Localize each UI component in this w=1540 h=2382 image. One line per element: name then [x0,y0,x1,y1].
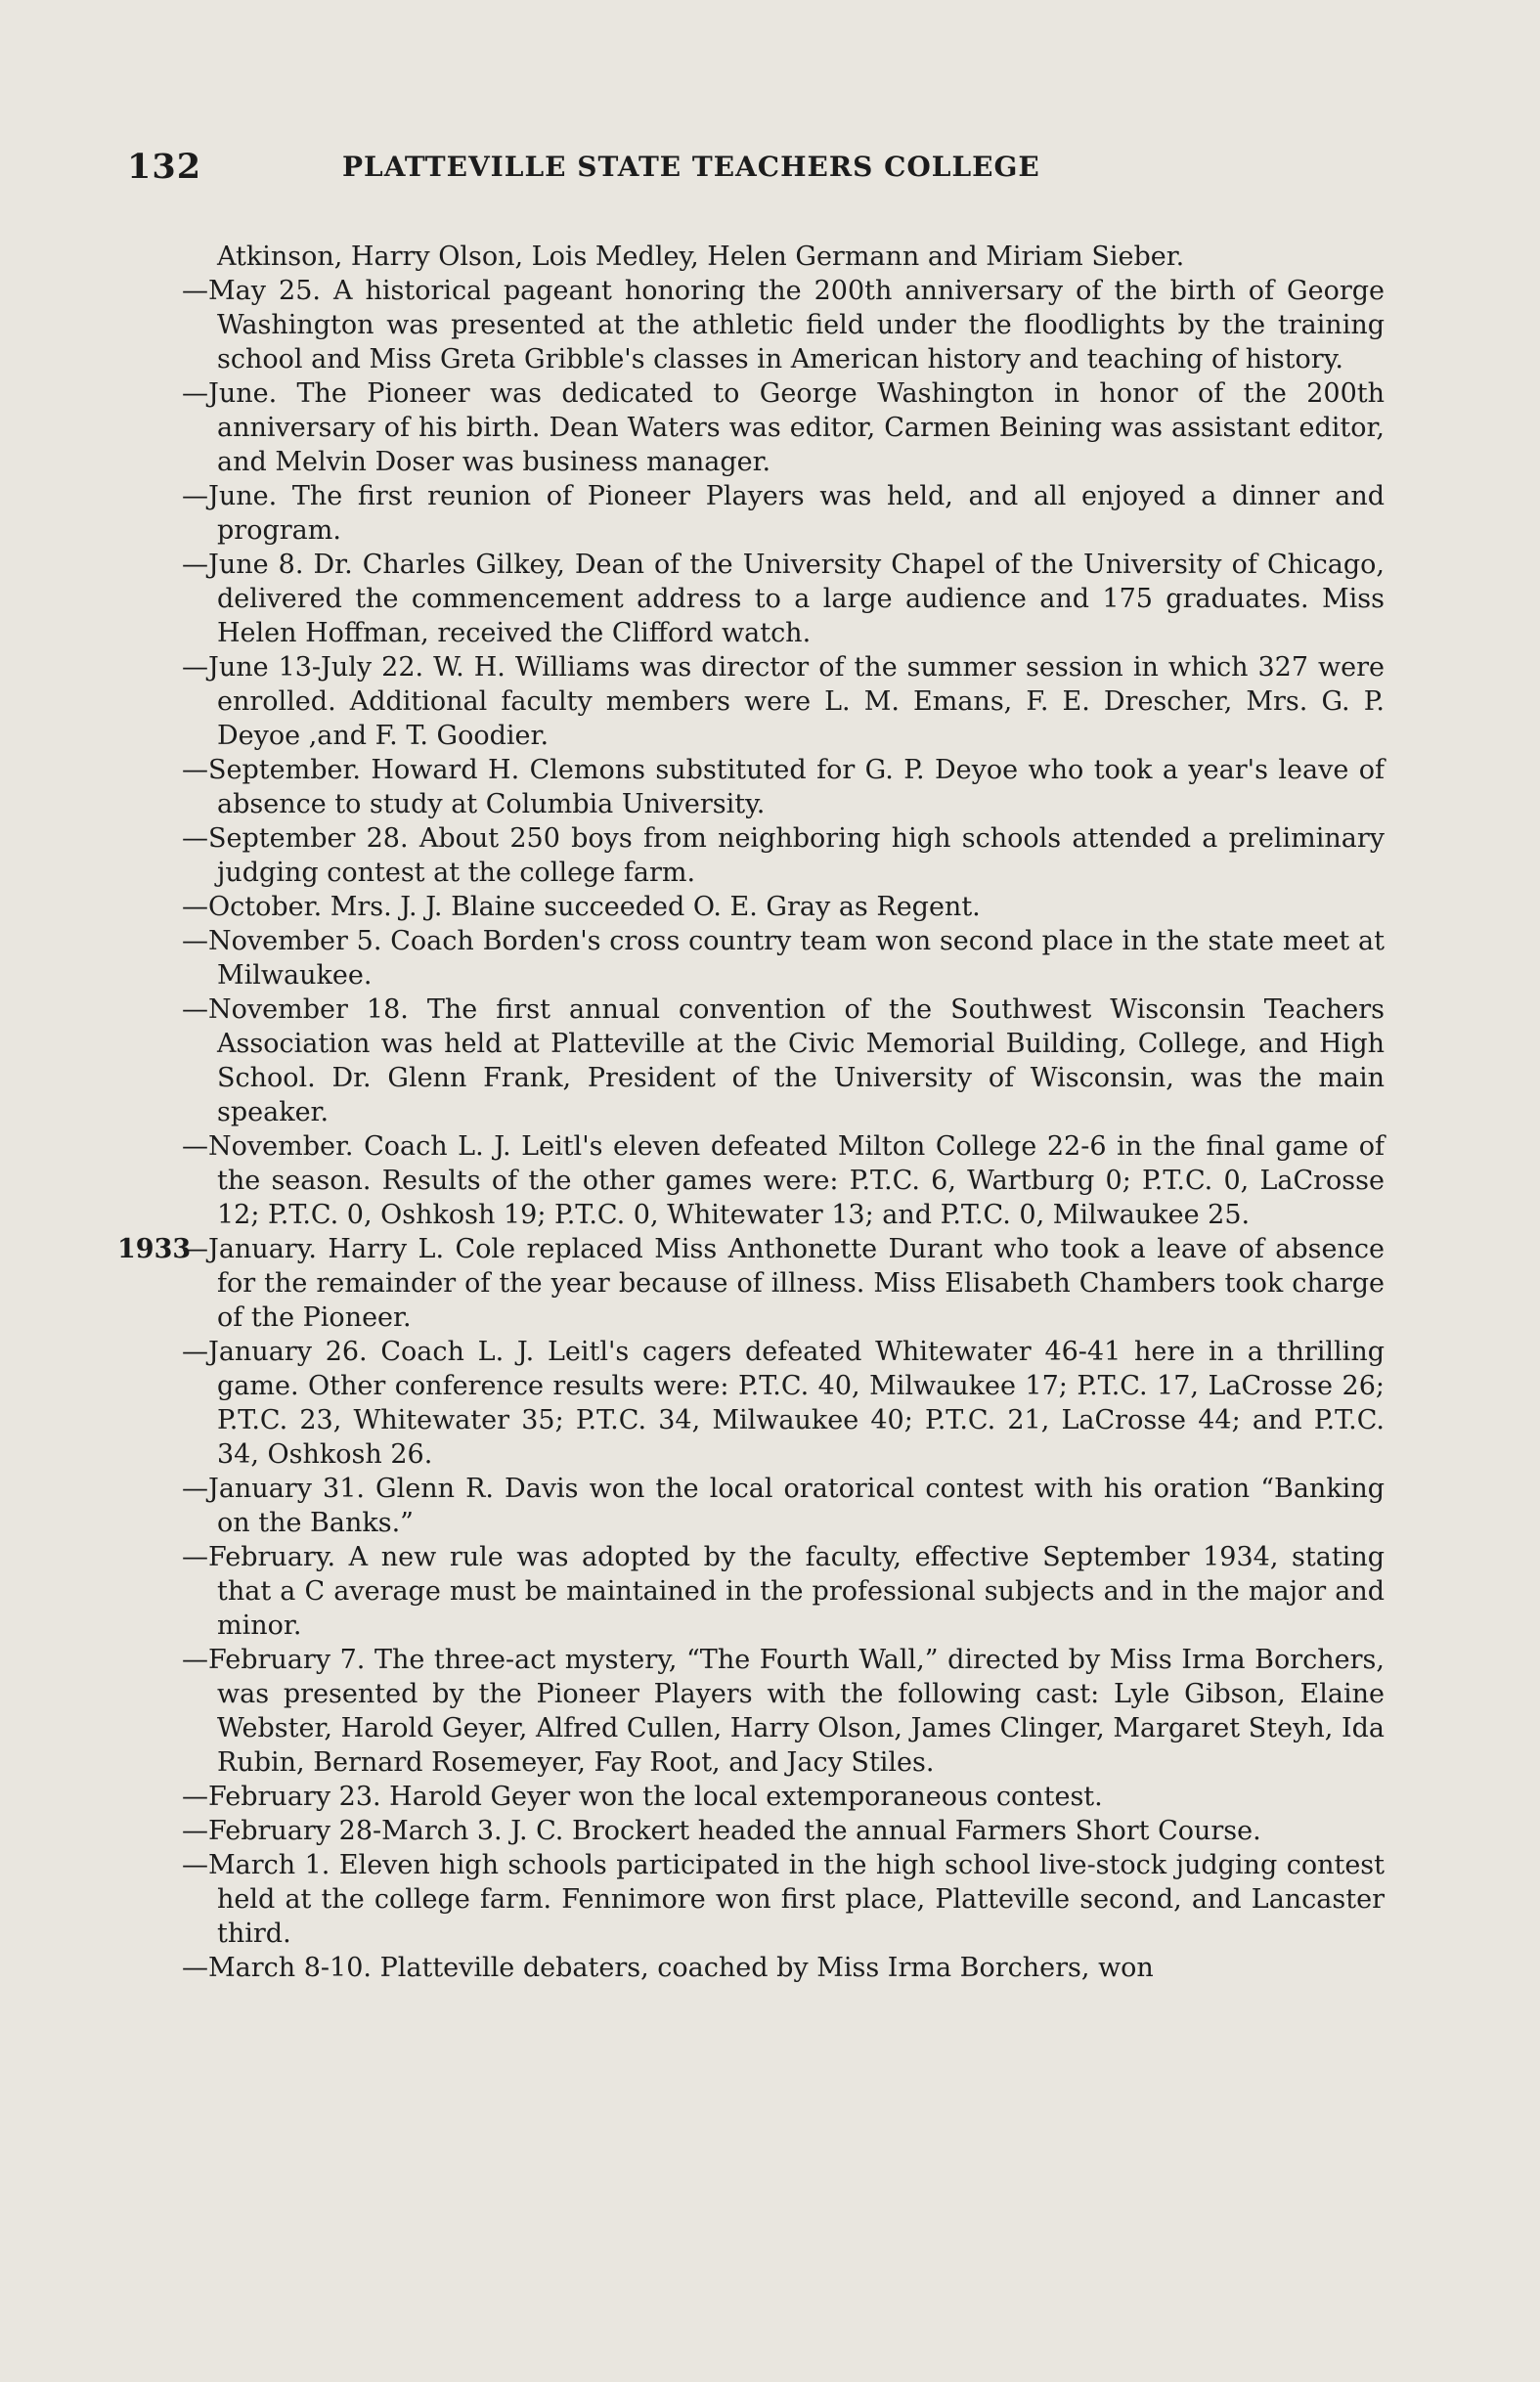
entry-text: —June 8. Dr. Charles Gilkey, Dean of the University Chapel of the University of Chicago, delivered the commencement address to a large audience and 175 graduates. Miss Helen Hoffman, received the Clifford watch. [182,550,1385,648]
chronology-entry-year-start [117,1232,1385,1335]
entry-text: —February. A new rule was adopted by the faculty, effective September 1934, stating that a C average must be maintained in the professional subjects and in the major and minor. [182,1542,1385,1641]
entry-text: —January. Harry L. Cole replaced Miss Anthonette Durant who took a leave of absence for the remainder of the year because of illness. Miss Elisabeth Chambers took charge of the Pioneer. [182,1234,1385,1333]
entry-text: —June. The first reunion of Pioneer Players was held, and all enjoyed a dinner and program. [182,481,1385,546]
chronology-entry [182,274,1385,376]
entry-text: —February 23. Harold Geyer won the local extemporaneous contest. [182,1782,1103,1812]
chronology-text [0,240,1540,1985]
entry-text: —October. Mrs. J. J. Blaine succeeded O. E. Gray as Regent. [182,892,981,922]
chronology-entry [182,1780,1385,1814]
chronology-entry [182,479,1385,548]
entry-text: —November 18. The first annual convention of the Southwest Wisconsin Teachers Association was held at Platteville at the Civic Memorial Building, College, and High School. Dr. Glenn Frank, President of the University of Wisconsin, was the main speaker. [182,994,1385,1127]
entry-text: —January 26. Coach L. J. Leitl's cagers defeated Whitewater 46-41 here in a thrilling game. Other conference results were: P.T.C. 40, Milwaukee 17; P.T.C. 17, LaCrosse 26; P.T.C. 23, Whitewater 35; P.T.C. 34, Milwaukee 40; P.T.C. 21, LaCrosse 44; and P.T.C. 34, Oshkosh 26. [182,1337,1385,1470]
entry-text: —February 28-March 3. J. C. Brockert headed the annual Farmers Short Course. [182,1816,1261,1846]
entry-text: —February 7. The three-act mystery, “The Fourth Wall,” directed by Miss Irma Borchers, was presented by the Pioneer Players with the following cast: Lyle Gibson, Elaine Webster, Harold Geyer, Alfred Cullen, Harry Olson, James Clinger, Margaret Steyh, Ida Rubin, Bernard Rosemeyer, Fay Root, and Jacy Stiles. [182,1645,1385,1778]
entry-text: —March 1. Eleven high schools participated in the high school live-stock judging contest held at the college farm. Fennimore won first place, Platteville second, and Lancaster third. [182,1850,1385,1949]
entry-text: —June. The Pioneer was dedicated to George Washington in honor of the 200th anniversary of his birth. Dean Waters was editor, Carmen Beining was assistant editor, and Melvin Doser was business manager. [182,378,1385,477]
entry-text: —June 13-July 22. W. H. Williams was director of the summer session in which 327 were enrolled. Additional faculty members were L. M. Emans, F. E. Drescher, Mrs. G. P. Deyoe ,and F. T. Goodier. [182,652,1385,751]
entry-text: —September 28. About 250 boys from neighboring high schools attended a preliminary judging contest at the college farm. [182,823,1385,888]
entry-text: —November 5. Coach Borden's cross country team won second place in the state meet at Milwaukee. [182,926,1385,991]
chronology-entry [182,1848,1385,1951]
chronology-entry [182,924,1385,992]
chronology-entry [182,1472,1385,1540]
entry-text: —November. Coach L. J. Leitl's eleven defeated Milton College 22-6 in the final game of the season. Results of the other games were: P.T.C. 6, Wartburg 0; P.T.C. 0, LaCrosse 12; P.T.C. 0, Oshkosh 19; P.T.C. 0, Whitewater 13; and P.T.C. 0, Milwaukee 25. [182,1131,1385,1230]
chronology-entry [182,753,1385,821]
running-title: PLATTEVILLE STATE TEACHERS COLLEGE [342,151,1040,183]
chronology-entry [217,240,1385,274]
chronology-entry [182,548,1385,650]
chronology-entry [182,1951,1385,1985]
page-number: 132 [127,147,202,187]
chronology-entry [182,992,1385,1129]
entry-year: 1933 [117,1234,192,1264]
chronology-entry [182,1814,1385,1848]
entry-text: —January 31. Glenn R. Davis won the local oratorical contest with his oration “Banking on the Banks.” [182,1474,1385,1538]
chronology-entry [182,376,1385,479]
chronology-entry [182,1129,1385,1232]
entry-text: —September. Howard H. Clemons substituted for G. P. Deyoe who took a year's leave of absence to study at Columbia University. [182,755,1385,819]
entry-text: —May 25. A historical pageant honoring the 200th anniversary of the birth of George Washington was presented at the athletic field under the floodlights by the training school and Miss Greta Gribble's classes in American history and teaching of history. [182,276,1385,375]
chronology-entry [182,821,1385,890]
entry-text: —March 8-10. Platteville debaters, coached by Miss Irma Borchers, won [182,1953,1154,1983]
chronology-entry [182,1335,1385,1472]
entry-text: Atkinson, Harry Olson, Lois Medley, Helen Germann and Miriam Sieber. [217,242,1185,272]
chronology-entry [182,1643,1385,1780]
chronology-entry [182,650,1385,753]
chronology-entry [182,890,1385,924]
chronology-entry [182,1540,1385,1643]
page-header [127,147,1154,196]
